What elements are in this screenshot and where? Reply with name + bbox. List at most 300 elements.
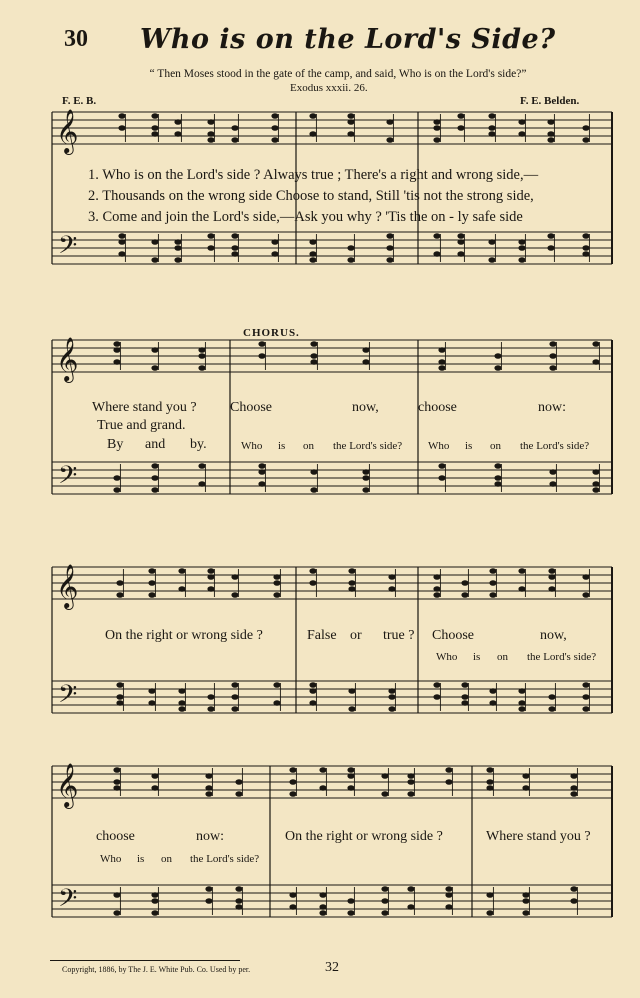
note-head: [231, 137, 238, 143]
note-head: [570, 773, 577, 779]
note-head: [231, 592, 238, 598]
note-head: [231, 694, 238, 700]
note-head: [231, 574, 238, 580]
note-head: [348, 706, 355, 712]
lyric: on: [490, 440, 501, 452]
note-head: [310, 469, 317, 475]
note-head: [518, 257, 525, 263]
note-head: [118, 113, 125, 119]
treble-clef-icon: 𝄞: [56, 337, 79, 381]
hymn-title: Who is on the Lord's Side?: [140, 24, 556, 55]
note-head: [319, 892, 326, 898]
note-head: [148, 688, 155, 694]
note-head: [118, 233, 125, 239]
note-head: [522, 910, 529, 916]
note-head: [207, 586, 214, 592]
note-head: [438, 475, 445, 481]
note-head: [151, 773, 158, 779]
note-head: [362, 359, 369, 365]
note-head: [522, 898, 529, 904]
note-head: [319, 767, 326, 773]
note-head: [518, 239, 525, 245]
note-head: [235, 791, 242, 797]
note-head: [151, 239, 158, 245]
note-head: [198, 347, 205, 353]
note-head: [178, 700, 185, 706]
lyric: true ?: [383, 628, 415, 643]
lyric: Who: [436, 651, 458, 663]
bass-clef-icon: 𝄢: [58, 231, 78, 266]
note-head: [457, 125, 464, 131]
note-head: [445, 779, 452, 785]
note-head: [488, 131, 495, 137]
note-head: [273, 700, 280, 706]
note-head: [347, 113, 354, 119]
note-head: [388, 574, 395, 580]
note-head: [151, 898, 158, 904]
note-head: [148, 568, 155, 574]
note-head: [348, 586, 355, 592]
lyric: Choose: [230, 400, 272, 415]
note-head: [113, 767, 120, 773]
note-head: [582, 137, 589, 143]
bass-clef-icon: 𝄢: [58, 680, 78, 715]
lyric: Who: [100, 853, 122, 865]
lyric: is: [473, 651, 481, 663]
staff-systems: [52, 109, 612, 919]
note-head: [174, 239, 181, 245]
note-head: [116, 700, 123, 706]
lyric: now:: [196, 829, 224, 844]
lyric: the Lord's side?: [527, 651, 597, 663]
note-head: [388, 586, 395, 592]
note-head: [289, 892, 296, 898]
note-head: [118, 125, 125, 131]
note-head: [235, 898, 242, 904]
note-head: [547, 131, 554, 137]
note-head: [178, 568, 185, 574]
note-head: [231, 233, 238, 239]
note-head: [207, 574, 214, 580]
note-head: [347, 785, 354, 791]
note-head: [407, 791, 414, 797]
note-head: [386, 257, 393, 263]
note-head: [362, 469, 369, 475]
note-head: [235, 779, 242, 785]
note-head: [457, 233, 464, 239]
note-head: [547, 137, 554, 143]
note-head: [461, 694, 468, 700]
note-head: [309, 113, 316, 119]
note-head: [438, 359, 445, 365]
note-head: [347, 767, 354, 773]
note-head: [381, 791, 388, 797]
note-head: [494, 475, 501, 481]
note-head: [488, 239, 495, 245]
note-head: [289, 791, 296, 797]
note-head: [198, 481, 205, 487]
note-head: [174, 245, 181, 251]
note-head: [348, 580, 355, 586]
note-head: [273, 580, 280, 586]
lyric: On the right or wrong side ?: [285, 829, 443, 844]
note-head: [118, 251, 125, 257]
note-head: [518, 119, 525, 125]
note-head: [445, 892, 452, 898]
note-head: [148, 592, 155, 598]
note-head: [494, 481, 501, 487]
note-head: [461, 592, 468, 598]
note-head: [235, 904, 242, 910]
note-head: [433, 592, 440, 598]
footer-page-number: 32: [325, 960, 339, 975]
note-head: [207, 568, 214, 574]
lyric: on: [303, 440, 314, 452]
lyric: now,: [540, 628, 567, 643]
chorus-label: CHORUS.: [243, 327, 300, 339]
verse-3: 3. Come and join the Lord's side,—Ask you why ? 'Tis the on - ly safe side: [88, 209, 523, 225]
note-head: [258, 463, 265, 469]
note-head: [488, 257, 495, 263]
note-head: [113, 341, 120, 347]
note-head: [582, 682, 589, 688]
note-head: [207, 706, 214, 712]
note-head: [461, 682, 468, 688]
note-head: [273, 574, 280, 580]
note-head: [310, 353, 317, 359]
note-head: [489, 700, 496, 706]
note-head: [151, 347, 158, 353]
note-head: [407, 886, 414, 892]
bass-clef-icon: 𝄢: [58, 461, 78, 496]
note-head: [174, 257, 181, 263]
note-head: [258, 353, 265, 359]
note-head: [309, 239, 316, 245]
note-head: [271, 125, 278, 131]
note-head: [386, 119, 393, 125]
note-head: [113, 910, 120, 916]
footer-rule: [50, 960, 240, 961]
note-head: [113, 779, 120, 785]
note-head: [592, 481, 599, 487]
note-head: [362, 347, 369, 353]
note-head: [570, 898, 577, 904]
lyric: on: [497, 651, 508, 663]
note-head: [116, 580, 123, 586]
note-head: [310, 341, 317, 347]
note-head: [151, 131, 158, 137]
note-head: [438, 463, 445, 469]
note-head: [433, 251, 440, 257]
note-head: [207, 233, 214, 239]
note-head: [148, 580, 155, 586]
lyric: by.: [190, 437, 207, 452]
note-head: [362, 475, 369, 481]
note-head: [582, 706, 589, 712]
note-head: [347, 119, 354, 125]
note-head: [271, 113, 278, 119]
treble-clef-icon: 𝄞: [56, 109, 79, 153]
note-head: [407, 773, 414, 779]
note-head: [548, 574, 555, 580]
note-head: [582, 694, 589, 700]
note-head: [289, 779, 296, 785]
lyric: Who: [428, 440, 450, 452]
lyric: True and grand.: [97, 418, 186, 433]
note-head: [457, 239, 464, 245]
note-head: [582, 574, 589, 580]
note-head: [433, 682, 440, 688]
lyric: is: [465, 440, 473, 452]
lyric: the Lord's side?: [190, 853, 260, 865]
note-head: [113, 347, 120, 353]
note-head: [271, 137, 278, 143]
note-head: [205, 773, 212, 779]
note-head: [388, 694, 395, 700]
note-head: [518, 568, 525, 574]
note-head: [381, 898, 388, 904]
note-head: [310, 359, 317, 365]
note-head: [486, 910, 493, 916]
note-head: [489, 592, 496, 598]
note-head: [388, 706, 395, 712]
note-head: [433, 694, 440, 700]
note-head: [461, 700, 468, 706]
note-head: [178, 586, 185, 592]
lyric: and: [145, 437, 166, 452]
lyric: On the right or wrong side ?: [105, 628, 263, 643]
note-head: [592, 359, 599, 365]
note-head: [381, 910, 388, 916]
note-head: [548, 586, 555, 592]
note-head: [231, 251, 238, 257]
note-head: [207, 137, 214, 143]
note-head: [549, 341, 556, 347]
note-head: [273, 592, 280, 598]
note-head: [309, 251, 316, 257]
note-head: [231, 125, 238, 131]
note-head: [547, 245, 554, 251]
lyric: the Lord's side?: [520, 440, 590, 452]
note-head: [445, 904, 452, 910]
note-head: [198, 365, 205, 371]
lyric: now,: [352, 400, 379, 415]
note-head: [445, 886, 452, 892]
note-head: [570, 785, 577, 791]
note-head: [549, 469, 556, 475]
note-head: [522, 773, 529, 779]
verse-2: 2. Thousands on the wrong side Choose to stand, Still 'tis not the strong side,: [88, 188, 534, 204]
note-head: [582, 233, 589, 239]
note-head: [522, 892, 529, 898]
note-head: [116, 694, 123, 700]
note-head: [231, 706, 238, 712]
note-head: [151, 113, 158, 119]
note-head: [151, 125, 158, 131]
note-head: [198, 463, 205, 469]
note-head: [347, 910, 354, 916]
note-head: [118, 239, 125, 245]
note-head: [207, 119, 214, 125]
treble-clef-icon: 𝄞: [56, 564, 79, 608]
note-head: [388, 688, 395, 694]
epigraph-quote: “ Then Moses stood in the gate of the camp, and said, Who is on the Lord's side?”: [149, 68, 527, 80]
note-head: [494, 353, 501, 359]
note-head: [582, 125, 589, 131]
note-head: [347, 773, 354, 779]
note-head: [151, 487, 158, 493]
note-head: [205, 791, 212, 797]
lyric: or: [350, 628, 362, 643]
note-head: [148, 700, 155, 706]
note-head: [309, 568, 316, 574]
note-head: [570, 791, 577, 797]
note-head: [381, 773, 388, 779]
note-head: [273, 682, 280, 688]
note-head: [518, 245, 525, 251]
note-head: [116, 592, 123, 598]
note-head: [548, 706, 555, 712]
note-head: [207, 245, 214, 251]
note-head: [347, 898, 354, 904]
lyric: is: [137, 853, 145, 865]
lyricist-credit: F. E. B.: [62, 95, 97, 107]
note-head: [258, 481, 265, 487]
note-head: [309, 257, 316, 263]
note-head: [548, 568, 555, 574]
note-head: [319, 910, 326, 916]
note-head: [258, 341, 265, 347]
lyric: False: [307, 628, 337, 643]
note-head: [486, 767, 493, 773]
note-head: [547, 233, 554, 239]
note-head: [235, 886, 242, 892]
note-head: [113, 359, 120, 365]
note-head: [198, 353, 205, 359]
note-head: [592, 341, 599, 347]
copyright-notice: Copyright, 1886, by The J. E. White Pub. Co. Used by per.: [62, 965, 251, 974]
note-head: [407, 904, 414, 910]
note-head: [488, 113, 495, 119]
note-head: [518, 706, 525, 712]
note-head: [348, 688, 355, 694]
note-head: [319, 904, 326, 910]
note-head: [486, 785, 493, 791]
lyric: By: [107, 437, 124, 452]
note-head: [309, 682, 316, 688]
note-head: [582, 245, 589, 251]
note-head: [207, 694, 214, 700]
note-head: [433, 233, 440, 239]
note-head: [310, 487, 317, 493]
note-head: [174, 131, 181, 137]
note-head: [494, 365, 501, 371]
note-head: [489, 568, 496, 574]
note-head: [381, 886, 388, 892]
note-head: [386, 137, 393, 143]
note-head: [486, 892, 493, 898]
note-head: [151, 463, 158, 469]
note-head: [433, 125, 440, 131]
verse-1: 1. Who is on the Lord's side ? Always true ; There's a right and wrong side,—: [88, 167, 539, 183]
treble-clef-icon: 𝄞: [56, 763, 79, 807]
lyric: Choose: [432, 628, 474, 643]
note-head: [518, 688, 525, 694]
lyric: now:: [538, 400, 566, 415]
note-head: [116, 682, 123, 688]
note-head: [348, 568, 355, 574]
note-head: [494, 463, 501, 469]
note-head: [548, 694, 555, 700]
lyric: is: [278, 440, 286, 452]
lyric: choose: [418, 400, 457, 415]
note-head: [457, 251, 464, 257]
bass-clef-icon: 𝄢: [58, 884, 78, 919]
note-head: [433, 574, 440, 580]
note-head: [309, 688, 316, 694]
note-head: [407, 779, 414, 785]
note-head: [347, 257, 354, 263]
note-head: [151, 892, 158, 898]
note-head: [582, 251, 589, 257]
note-head: [457, 113, 464, 119]
lyric: the Lord's side?: [333, 440, 403, 452]
note-head: [174, 119, 181, 125]
lyric: Who: [241, 440, 263, 452]
note-head: [489, 580, 496, 586]
note-head: [522, 785, 529, 791]
note-head: [289, 767, 296, 773]
note-head: [231, 682, 238, 688]
note-head: [582, 592, 589, 598]
note-head: [289, 904, 296, 910]
lyric: on: [161, 853, 172, 865]
note-head: [518, 586, 525, 592]
note-head: [205, 785, 212, 791]
note-head: [151, 475, 158, 481]
note-head: [271, 239, 278, 245]
note-head: [207, 131, 214, 137]
lyric: choose: [96, 829, 135, 844]
note-head: [438, 365, 445, 371]
note-head: [113, 487, 120, 493]
note-head: [271, 251, 278, 257]
note-head: [151, 910, 158, 916]
note-head: [549, 353, 556, 359]
page-number: 30: [64, 26, 88, 52]
note-head: [386, 233, 393, 239]
note-head: [489, 688, 496, 694]
note-head: [151, 257, 158, 263]
note-head: [549, 365, 556, 371]
lyric: Where stand you ?: [486, 829, 591, 844]
note-head: [205, 886, 212, 892]
note-head: [309, 580, 316, 586]
note-head: [445, 767, 452, 773]
note-head: [258, 469, 265, 475]
note-head: [309, 700, 316, 706]
note-head: [549, 481, 556, 487]
note-head: [309, 131, 316, 137]
note-head: [592, 487, 599, 493]
note-head: [518, 700, 525, 706]
note-head: [518, 131, 525, 137]
note-head: [113, 475, 120, 481]
note-head: [113, 785, 120, 791]
note-head: [386, 245, 393, 251]
note-head: [438, 347, 445, 353]
note-head: [362, 487, 369, 493]
